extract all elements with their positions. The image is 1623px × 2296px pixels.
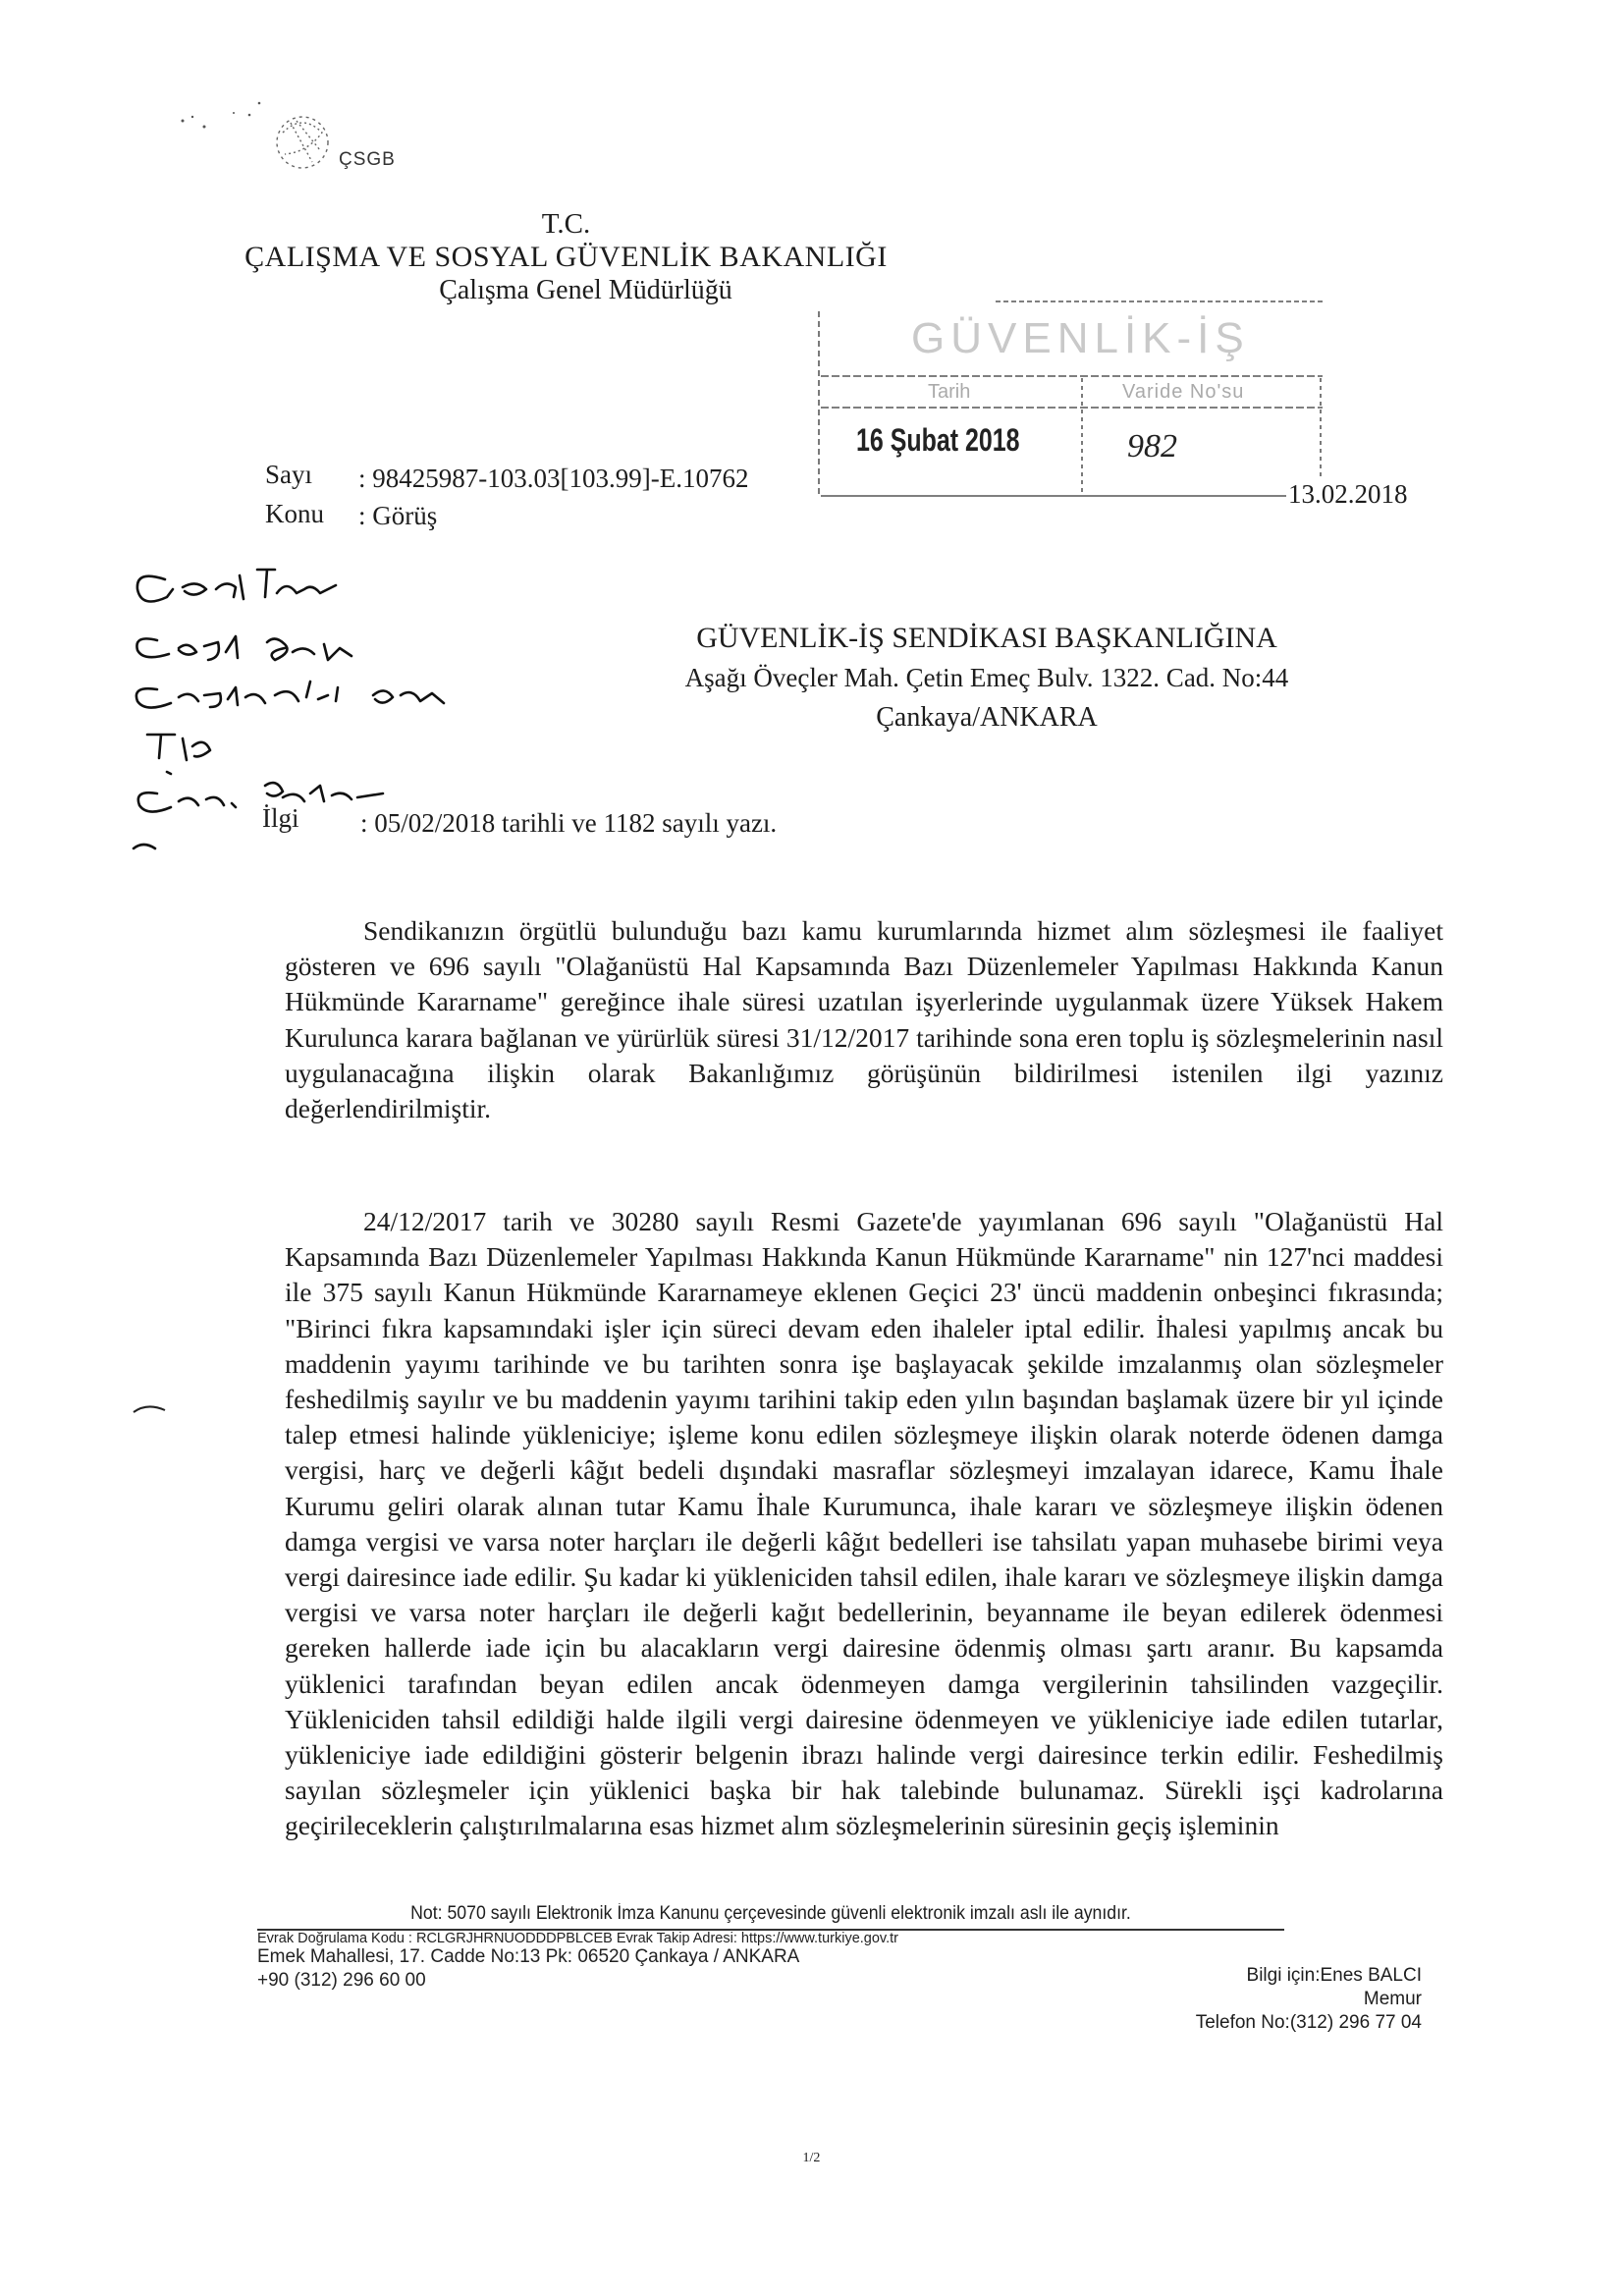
verification-code: Evrak Doğrulama Kodu : RCLGRJHRNUODDDPBLCEB Evrak Takip Adresi: https://www.turkiye.gov.tr [257,1931,898,1946]
stamp-date-header: Tarih [928,381,971,403]
stamp-number-header: Varide No'su [1122,381,1245,403]
header-directorate: Çalışma Genel Müdürlüğü [439,275,732,305]
paragraph-text: Sendikanızın örgütlü bulunduğu bazı kamu kurumlarında hizmet alım sözleşmesi ile faaliyet gösteren ve 696 sayılı "Olağanüstü Hal Kapsamında Bazı Düzenlemeler Yapılması Hakkında Kanun Hükmünde Kararname" gereğince ihale süresi uzatılan işyerlerinde uygulanmak üzere Yüksek Hakem Kurulunca karara bağlanan ve yürürlük süresi 31/12/2017 tarihinde sona eren toplu iş sözleşmelerinin nasıl uygulanacağına ilişkin olarak Bakanlığımız görüşünün bildirilmesi istenilen ilgi yazınız değerlendirilmiştir. [285,915,1443,1124]
document-date: 13.02.2018 [1288,479,1408,509]
ministry-phone: +90 (312) 296 60 00 [257,1970,426,1991]
contact-phone: Telefon No:(312) 296 77 04 [1195,2012,1422,2033]
stamp-date: 16 Şubat 2018 [856,422,1020,458]
konu-label: Konu [265,499,324,528]
contact-title: Memur [1363,1989,1422,2009]
body-paragraph-2 [285,1204,1443,1844]
ilgi-label: İlgi [262,803,299,833]
addressee-street: Aşağı Öveçler Mah. Çetin Emeç Bulv. 1322. Cad. No:44 [684,663,1289,692]
sayi-label: Sayı [265,460,313,489]
page-number: 1/2 [802,2151,821,2165]
stamp-number: 982 [1127,428,1177,465]
contact-name: Bilgi için:Enes BALCI [1246,1965,1422,1986]
header-ministry: ÇALIŞMA VE SOSYAL GÜVENLİK BAKANLIĞI [244,241,888,273]
konu-value: : Görüş [358,501,438,530]
margin-mark [130,1398,169,1418]
body-paragraph-1 [285,913,1443,1126]
ilgi-value: : 05/02/2018 tarihli ve 1182 sayılı yazı. [360,808,778,838]
stamp-org-name: GÜVENLİK-İŞ [911,314,1250,362]
sayi-value: : 98425987-103.03[103.99]-E.10762 [358,464,749,493]
logo-text: ÇSGB [339,149,396,170]
paragraph-text: 24/12/2017 tarih ve 30280 sayılı Resmi Gazete'de yayımlanan 696 sayılı "Olağanüstü Hal Kapsamında Bazı Düzenlemeler Yapılması Hakkında Kanun Hükmünde Kararname" nin 127'nci maddesi ile 375 sayılı Kanun Hükmünde Kararnameye eklenen Geçici 23' üncü maddenin onbeşinci fıkrasında; "Birinci fıkra kapsamındaki işler için süreci devam eden ihaleler iptal edilir. İhalesi yapılmış ancak bu maddenin yayımı tarihinde ve bu tarihten sonra işe başlayacak şekilde imzalanmış olan sözleşmeler feshedilmiş sayılır ve bu maddenin yayımı tarihini takip eden yılın başından başlamak üzere bir yıl içinde talep etmesi halinde yükleniciye; işleme konu edilen sözleşmeye ilişkin olarak noterde ödenen damga vergisi, harç ve değerli kâğıt bedeli dışındaki masraflar sözleşmeyi imzalayan idarece, Kamu İhale Kurumu geliri olarak alınan tutar Kamu İhale Kurumunca, ihale kararı ve sözleşmeye ilişkin ödenen damga vergisi ve varsa noter harçları ile değerli kâğıt bedelleri ise tahsilatı yapan muhasebe birimi veya vergi dairesince iade edilir. Şu kadar ki yükleniciden tahsil edilen, ihale kararı ve sözleşmeye ilişkin damga vergisi ve varsa noter harçları ile değerli kağıt bedellerinin, beyanname ile beyan edilerek ödenmesi gereken hallerde iade için bu alacakların vergi dairesine ödenmiş olması şartı aranır. Bu kapsamda yüklenici tarafından beyan edilen ancak ödenmeyen damga vergilerinin tahsilinden vazgeçilir. Yükleniciden tahsil edildiği halde ilgili vergi dairesine ödenmeyen ve yükleniciye iade edilen tutarlar, yükleniciye iade edildiğini gösterir belgenin ibrazı halinde vergi dairesince terkin edilir. Feshedilmiş sayılan sözleşmeler için yüklenici başka bir hak talebinde bulunamaz. Sürekli işçi kadrolarına geçirileceklerin çalıştırılmalarına esas hizmet alım sözleşmelerinin süresinin geçiş işleminin [285,1206,1443,1841]
addressee-city: Çankaya/ANKARA [876,702,1098,733]
contact-block [1196,1964,1422,2035]
addressee-name: GÜVENLİK-İŞ SENDİKASI BAŞKANLIĞINA [696,622,1277,654]
header-tc: T.C. [541,208,591,240]
e-signature-note: Not: 5070 sayılı Elektronik İmza Kanunu çerçevesinde güvenli elektronik imzalı aslı ile aynıdır. [410,1903,1131,1924]
ministry-address: Emek Mahallesi, 17. Cadde No:13 Pk: 06520 Çankaya / ANKARA [257,1946,800,1967]
